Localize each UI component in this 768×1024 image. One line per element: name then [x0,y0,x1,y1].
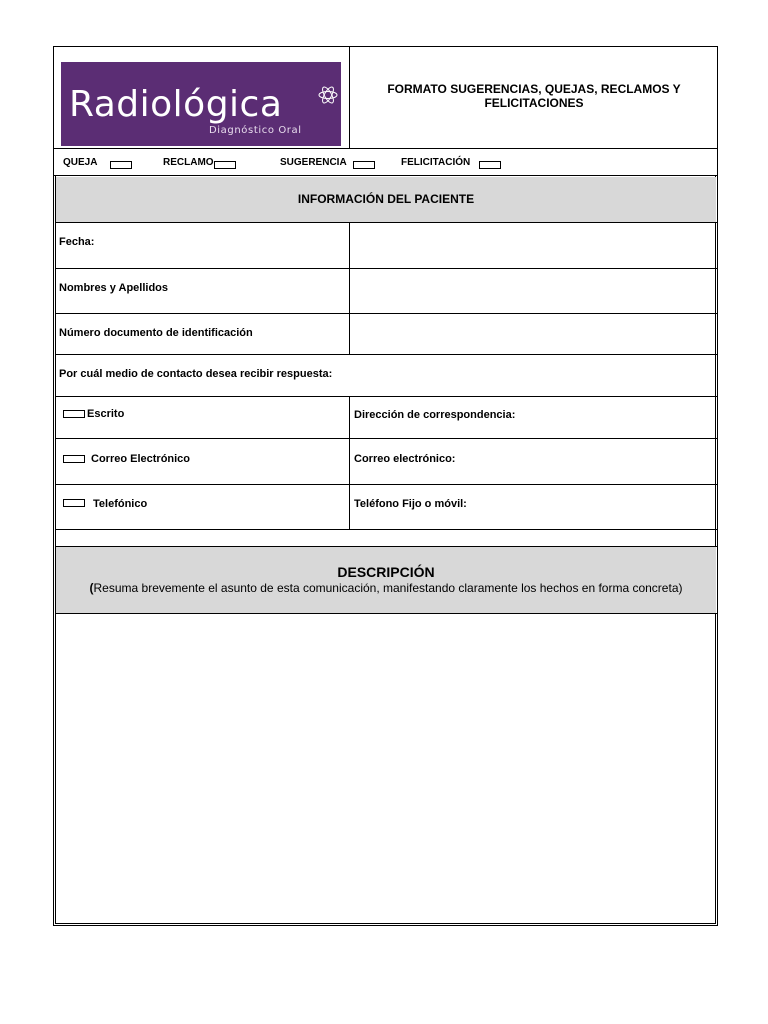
escrito-checkbox[interactable] [63,410,85,418]
row-line [55,354,717,355]
reclamo-checkbox[interactable] [214,161,236,169]
description-header [56,547,716,613]
row-line [55,438,717,439]
form-title: FORMATO SUGERENCIAS, QUEJAS, RECLAMOS Y FELICITACIONES [387,82,681,110]
address-label: Dirección de correspondencia: [354,409,516,421]
row-line [55,484,717,485]
logo-wordmark: Radiológica [69,84,283,125]
name-field[interactable] [350,269,716,313]
queja-checkbox[interactable] [110,161,132,169]
correo-label: Correo Electrónico [91,453,191,465]
felicitacion-checkbox[interactable] [479,161,501,169]
telefonico-checkbox[interactable] [63,499,85,507]
id-number-label: Número documento de identificación [59,327,253,339]
contact-question: Por cuál medio de contacto desea recibir respuesta: [59,368,333,380]
correo-checkbox[interactable] [63,455,85,463]
complaint-form [53,46,718,926]
option-queja-label: QUEJA [63,157,98,168]
row-line [55,396,717,397]
date-label: Fecha: [59,236,95,248]
option-felicitacion-label: FELICITACIÓN [401,157,471,168]
patient-section-title: INFORMACIÓN DEL PACIENTE [56,177,716,222]
telefonico-label: Telefónico [93,498,148,510]
option-sugerencia-label: SUGERENCIA [280,157,347,168]
option-reclamo-label: RECLAMO [163,157,214,168]
escrito-label: Escrito [87,408,125,420]
atom-icon [317,86,339,104]
name-label: Nombres y Apellidos [59,282,169,294]
options-bottom-line [53,175,718,176]
description-title: DESCRIPCIÓN [337,564,435,580]
logo [61,62,341,146]
email-label: Correo electrónico: [354,453,456,465]
id-number-field[interactable] [350,314,716,354]
header-bottom-line [53,148,718,149]
date-field[interactable] [350,223,716,268]
contact-divider [349,396,350,529]
phone-label: Teléfono Fijo o móvil: [354,498,467,510]
logo-tagline: Diagnóstico Oral [209,125,302,136]
row-line [55,529,717,530]
description-field[interactable] [56,614,716,922]
description-instruction: Resuma brevemente el asunto de esta comunicación, manifestando claramente los hechos en forma concreta [93,581,679,595]
fields-divider [349,222,350,354]
sugerencia-checkbox[interactable] [353,161,375,169]
description-instruction-wrap: (Resuma brevemente el asunto de esta comunicación, manifestando claramente los hechos en forma concreta) [89,581,683,595]
